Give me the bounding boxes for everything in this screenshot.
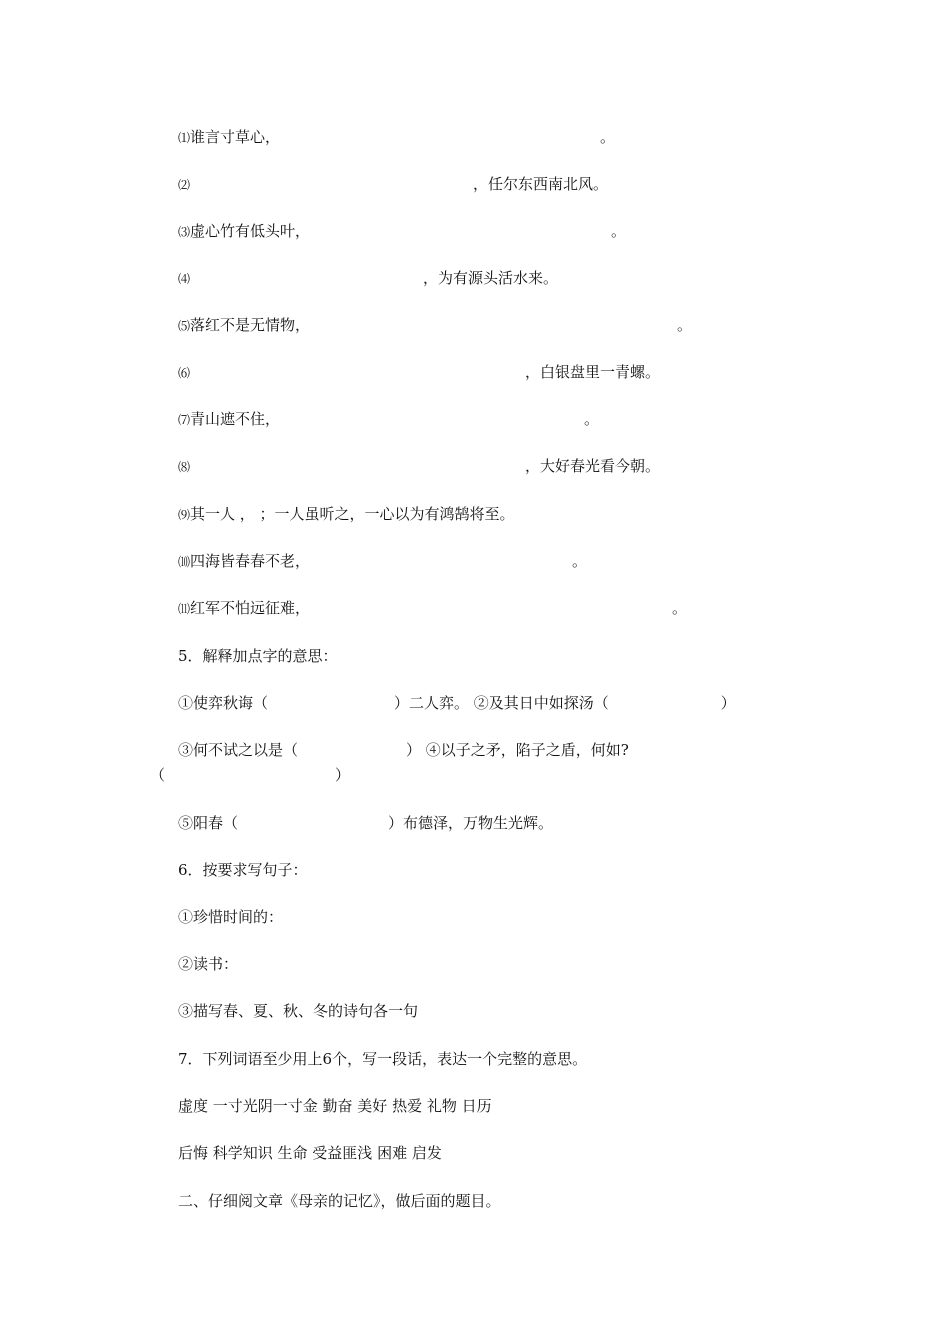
q7-word-list-2: 后悔 科学知识 生命 受益匪浅 困难 启发 bbox=[178, 1144, 442, 1162]
poem-line-2 bbox=[178, 174, 608, 195]
poem-line-6 bbox=[178, 362, 660, 383]
poem-text: 红军不怕远征难， bbox=[190, 599, 311, 617]
q5-line-3 bbox=[150, 765, 350, 785]
q6-item-3: ③描写春、夏、秋、冬的诗句各一句 bbox=[178, 1002, 419, 1020]
q6-title: 6．按要求写句子： bbox=[178, 861, 308, 879]
item-number: ⑺ bbox=[178, 413, 191, 427]
q7-title: 7．下列词语至少用上6个，写一段话，表达一个完整的意思。 bbox=[178, 1050, 588, 1068]
item-number: ⑻ bbox=[178, 460, 191, 474]
q5-item-1-text: ①使弈秋诲（ bbox=[178, 694, 269, 712]
q6-item-1: ①珍惜时间的： bbox=[178, 908, 284, 926]
poem-text: 其一人 ， ；一人虽听之，一心以为有鸿鹄将至。 bbox=[190, 505, 515, 523]
poem-text: 。 bbox=[600, 128, 616, 146]
item-number: ⑸ bbox=[178, 319, 191, 333]
q5-line-1 bbox=[178, 693, 736, 713]
item-number: ⑽ bbox=[178, 555, 191, 569]
q5-bracket: ） bbox=[720, 694, 736, 712]
q5-bracket: ） bbox=[335, 766, 351, 784]
poem-text: ，白银盘里一青螺。 bbox=[525, 363, 661, 381]
poem-line-10 bbox=[178, 551, 587, 572]
item-number: ⑾ bbox=[178, 602, 191, 616]
poem-text: 。 bbox=[572, 552, 588, 570]
poem-line-3 bbox=[178, 221, 626, 242]
poem-text: 。 bbox=[672, 599, 688, 617]
item-number: ⑼ bbox=[178, 508, 191, 522]
q5-item-3-text: ③何不试之以是（ bbox=[178, 741, 299, 759]
item-number: ⑷ bbox=[178, 272, 191, 286]
poem-text: ，大好春光看今朝。 bbox=[525, 457, 661, 475]
q5-line-2 bbox=[178, 740, 629, 760]
q6-item-2: ②读书： bbox=[178, 955, 239, 973]
poem-line-1 bbox=[178, 127, 615, 148]
poem-text: 。 bbox=[584, 410, 600, 428]
q5-item-5-rest: ）布德泽，万物生光辉。 bbox=[388, 814, 554, 832]
poem-text: 。 bbox=[611, 222, 627, 240]
q5-title: 5．解释加点字的意思： bbox=[178, 647, 338, 665]
item-number: ⑹ bbox=[178, 366, 191, 380]
section-2-heading: 二、仔细阅文章《母亲的记忆》，做后面的题目。 bbox=[178, 1192, 501, 1210]
poem-text: 四海皆春春不老， bbox=[190, 552, 311, 570]
q5-item-2-text: ）二人弈。 ②及其日中如探汤（ bbox=[394, 694, 609, 712]
poem-text: 青山遮不住， bbox=[190, 410, 281, 428]
item-number: ⑴ bbox=[178, 131, 191, 145]
item-number: ⑵ bbox=[178, 178, 191, 192]
q7-word-list-1: 虚度 一寸光阴一寸金 勤奋 美好 热爱 礼物 日历 bbox=[178, 1097, 492, 1115]
poem-text: ，任尔东西南北风。 bbox=[473, 175, 609, 193]
q5-line-4 bbox=[178, 813, 553, 833]
poem-line-11 bbox=[178, 598, 687, 619]
poem-line-4 bbox=[178, 268, 558, 289]
poem-text: 谁言寸草心， bbox=[190, 128, 281, 146]
poem-text: 。 bbox=[677, 316, 693, 334]
poem-text: ，为有源头活水来。 bbox=[423, 269, 559, 287]
poem-line-5 bbox=[178, 315, 692, 336]
q5-bracket: （ bbox=[150, 766, 166, 784]
poem-line-8 bbox=[178, 456, 660, 477]
q5-item-4-text: ） ④以子之矛，陷子之盾，何如? bbox=[406, 741, 629, 759]
poem-line-7 bbox=[178, 409, 599, 430]
poem-text: 虚心竹有低头叶， bbox=[190, 222, 311, 240]
poem-line-9 bbox=[178, 504, 515, 525]
poem-text: 落红不是无情物， bbox=[190, 316, 311, 334]
q5-item-5-text: ⑤阳春（ bbox=[178, 814, 239, 832]
item-number: ⑶ bbox=[178, 225, 191, 239]
